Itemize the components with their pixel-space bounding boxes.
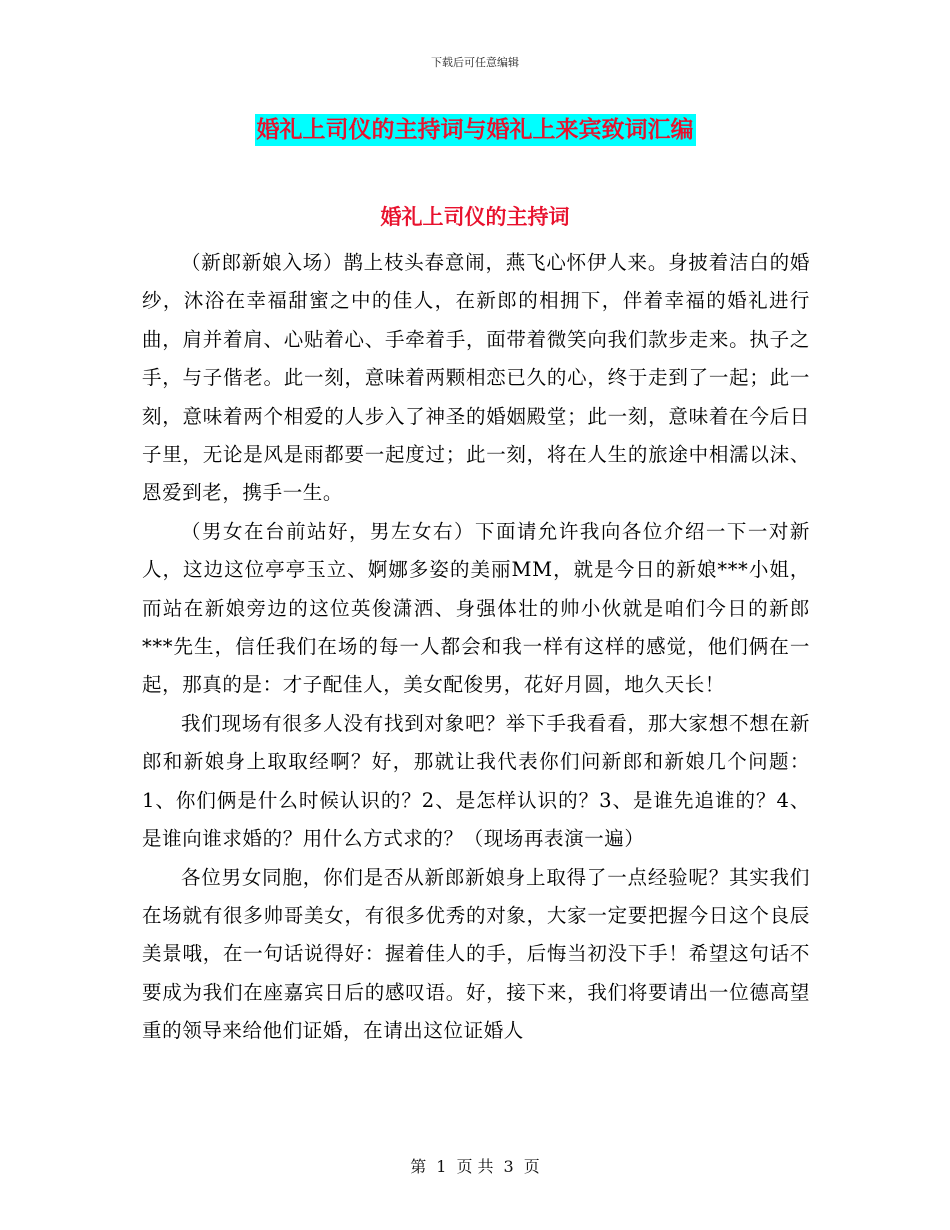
main-title-container: [0, 114, 950, 146]
footer-total-pages: 3: [503, 1157, 514, 1176]
section-title: 婚礼上司仪的主持词: [380, 205, 570, 229]
footer-current-page: 1: [436, 1157, 447, 1176]
paragraph: 各位男女同胞，你们是否从新郎新娘身上取得了一点经验呢？其实我们在场就有很多帅哥美女，有很多优秀的对象，大家一定要把握今日这个良辰美景哦，在一句话说得好：握着佳人的手，后悔当初没下手！希望这句话不要成为我们在座嘉宾日后的感叹语。好，接下来，我们将要请出一位德高望重的领导来给他们证婚，在请出这位证婚人: [142, 865, 810, 1043]
footer-label-page: 第: [410, 1157, 427, 1176]
document-main-title: 婚礼上司仪的主持词与婚礼上来宾致词汇编: [255, 114, 696, 146]
paragraph: （新郎新娘入场）鹊上枝头春意闹，燕飞心怀伊人来。身披着洁白的婚纱，沐浴在幸福甜蜜之中的佳人，在新郎的相拥下，伴着幸福的婚礼进行曲，肩并着肩、心贴着心、手牵着手，面带着微笑向我们款步走来。执子之手，与子偕老。此一刻，意味着两颗相恋已久的心，终于走到了一起；此一刻，意味着两个相爱的人步入了神圣的婚姻殿堂；此一刻，意味着在今后日子里，无论是风是雨都要一起度过；此一刻，将在人生的旅途中相濡以沫、恩爱到老，携手一生。: [142, 251, 810, 505]
paragraph: 我们现场有很多人没有找到对象吧？举下手我看看，那大家想不想在新郎和新娘身上取取经啊？好，那就让我代表你们问新郎和新娘几个问题：1、你们俩是什么时候认识的？2、是怎样认识的？3、是谁先追谁的？4、是谁向谁求婚的？用什么方式求的？（现场再表演一遍）: [142, 711, 810, 851]
footer-label-of: 页 共: [456, 1157, 494, 1176]
document-body: [142, 244, 810, 1051]
paragraph: （男女在台前站好，男左女右）下面请允许我向各位介绍一下一对新人，这边这位亭亭玉立、婀娜多姿的美丽MM，就是今日的新娘***小姐，而站在新娘旁边的这位英俊潇洒、身强体壮的帅小伙就是咱们今日的新郎***先生，信任我们在场的每一人都会和我一样有这样的感觉，他们俩在一起，那真的是：才子配佳人，美女配俊男，花好月圆，地久天长！: [142, 519, 810, 697]
footer-label-pages: 页: [523, 1157, 540, 1176]
page-footer: [0, 1154, 950, 1177]
header-note: 下载后可任意编辑: [431, 56, 519, 69]
